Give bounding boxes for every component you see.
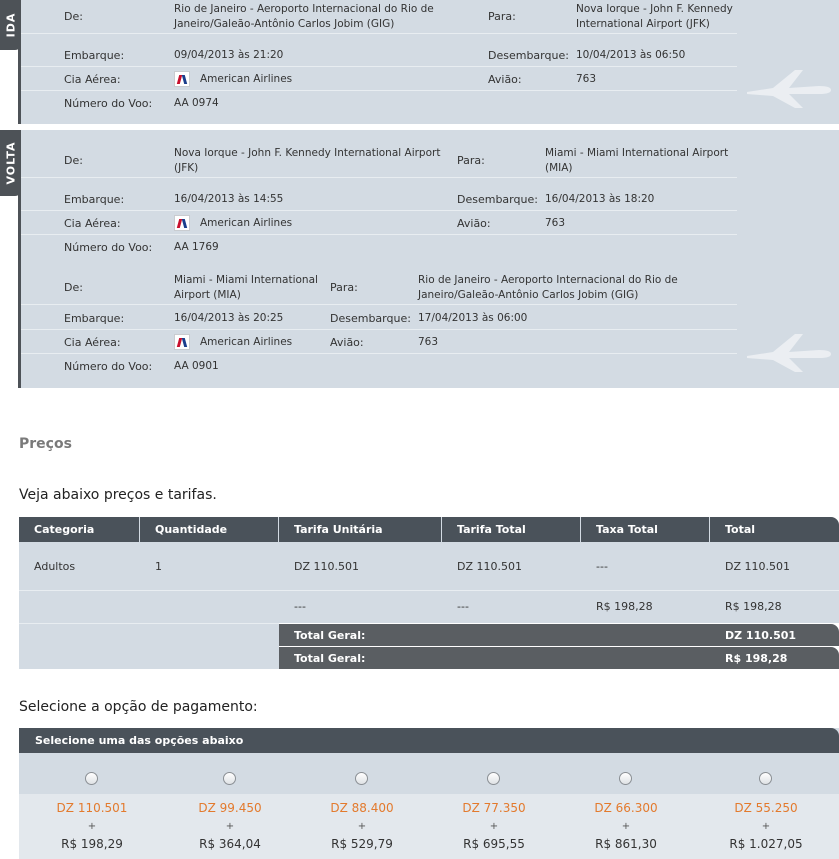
- volta-leg2-row-flight: [21, 355, 737, 378]
- payment-option-rs: R$ 529,79: [331, 837, 393, 851]
- volta-leg2-airline-value: American Airlines: [200, 335, 293, 348]
- volta-leg2-to-value: Rio de Janeiro - Aeroporto Internacional do Rio de Janeiro/Galeão-Antônio Carlos Jobim (GIG): [418, 273, 678, 301]
- col-header-categoria: Categoria: [19, 517, 140, 542]
- volta-leg1-aircraft-label: Avião:: [457, 216, 491, 230]
- ida-aircraft-label: Avião:: [488, 72, 522, 86]
- payment-option-radio[interactable]: [223, 772, 236, 785]
- volta-leg2-depart-value: 16/04/2013 às 20:25: [174, 311, 284, 324]
- volta-leg1-depart-label: Embarque:: [64, 192, 125, 206]
- payment-option-radio[interactable]: [355, 772, 368, 785]
- payment-options-header: Selecione uma das opções abaixo: [19, 728, 839, 753]
- cell-categoria: Adultos: [34, 559, 76, 573]
- volta-leg2-from-label: De:: [64, 281, 83, 294]
- volta-leg2-to-label: Para:: [330, 281, 358, 294]
- volta-leg1-airline-label: Cia Aérea:: [64, 216, 121, 230]
- prices-heading: Preços: [19, 436, 72, 452]
- ida-flight-label: Número do Voo:: [64, 97, 153, 110]
- volta-leg2-arrive-value: 17/04/2013 às 06:00: [418, 311, 528, 324]
- total-geral-label: Total Geral:: [294, 628, 366, 642]
- payment-options-panel: [19, 728, 839, 859]
- volta-leg2-aircraft-value: 763: [418, 335, 439, 348]
- payment-option-dz: DZ 55.250: [734, 801, 798, 815]
- volta-leg1-flight-value: AA 1769: [174, 241, 219, 253]
- ida-tab: [0, 0, 21, 50]
- total-geral-row-dz: [279, 624, 839, 646]
- payment-option-dz: DZ 77.350: [462, 801, 526, 815]
- payment-option-plus: +: [621, 821, 631, 832]
- cell-tarifa-total: ---: [457, 600, 469, 613]
- cell-tarifa-total: DZ 110.501: [457, 559, 522, 573]
- ida-row-times: [21, 44, 737, 67]
- ida-to-value: Nova Iorque - John F. Kennedy International Airport (JFK): [576, 2, 733, 30]
- ida-airline-value: American Airlines: [200, 72, 293, 85]
- volta-leg1-aircraft-value: 763: [545, 216, 566, 229]
- payment-option-plus: +: [489, 821, 499, 832]
- volta-leg1-row-route: [21, 144, 737, 178]
- volta-leg2-flight-label: Número do Voo:: [64, 360, 153, 373]
- payment-option-plus: +: [357, 821, 367, 832]
- payment-option-rs: R$ 1.027,05: [729, 837, 803, 851]
- volta-leg1-to-label: Para:: [457, 154, 485, 167]
- payment-option-dz: DZ 88.400: [330, 801, 394, 815]
- volta-leg2-arrive-label: Desembarque:: [330, 311, 411, 325]
- ida-airline-label: Cia Aérea:: [64, 72, 121, 86]
- volta-leg1-row-times: [21, 188, 737, 211]
- ida-to-label: Para:: [488, 10, 516, 23]
- cell-taxa-total: R$ 198,28: [596, 600, 653, 613]
- volta-leg2-flight-value: AA 0901: [174, 360, 219, 372]
- volta-leg2-depart-label: Embarque:: [64, 311, 125, 325]
- volta-leg1-arrive-label: Desembarque:: [457, 192, 538, 206]
- payment-option-rs: R$ 861,30: [595, 837, 657, 851]
- col-header-total: Total: [710, 517, 839, 542]
- total-geral-value: DZ 110.501: [725, 628, 797, 642]
- ida-aircraft-value: 763: [576, 72, 597, 85]
- american-airlines-logo-icon: [174, 71, 190, 87]
- prices-subtitle: Veja abaixo preços e tarifas.: [19, 487, 217, 503]
- total-geral-row-rs: [279, 647, 839, 669]
- volta-leg1-row-flight: [21, 236, 737, 259]
- payment-option-radio[interactable]: [759, 772, 772, 785]
- payment-option-radio[interactable]: [487, 772, 500, 785]
- col-header-taxa-total: Taxa Total: [581, 517, 710, 542]
- volta-leg2-row-route: [21, 271, 737, 305]
- ida-row-airline: [21, 68, 737, 91]
- payment-option-radio[interactable]: [619, 772, 632, 785]
- volta-leg1-from-label: De:: [64, 154, 83, 167]
- cell-total: DZ 110.501: [725, 559, 790, 573]
- ida-depart-label: Embarque:: [64, 48, 125, 62]
- american-airlines-logo-icon: [174, 215, 190, 231]
- volta-leg1-depart-value: 16/04/2013 às 14:55: [174, 192, 284, 205]
- ida-flight-panel: [21, 0, 839, 124]
- ida-from-value: Rio de Janeiro - Aeroporto Internacional do Rio de Janeiro/Galeão-Antônio Carlos Jobim (GIG): [174, 2, 434, 30]
- volta-leg2-row-times: [21, 307, 737, 330]
- payment-option-plus: +: [225, 821, 235, 832]
- volta-leg1-from-value: Nova Iorque - John F. Kennedy International Airport (JFK): [174, 146, 441, 174]
- volta-leg1-to-value: Miami - Miami International Airport (MIA): [545, 146, 729, 174]
- ida-arrive-label: Desembarque:: [488, 48, 569, 62]
- cell-tarifa-unitaria: DZ 110.501: [294, 559, 359, 573]
- plane-watermark-icon: [743, 330, 833, 374]
- total-geral-value: R$ 198,28: [725, 651, 788, 665]
- plane-watermark-icon: [743, 66, 833, 110]
- table-row-totals-spacer: [19, 623, 279, 669]
- payment-option-rs: R$ 198,29: [61, 837, 123, 851]
- total-geral-label: Total Geral:: [294, 651, 366, 665]
- cell-taxa-total: ---: [596, 559, 608, 573]
- volta-leg1-arrive-value: 16/04/2013 às 18:20: [545, 192, 655, 205]
- volta-leg2-row-airline: [21, 331, 737, 354]
- col-header-tarifa-unitaria: Tarifa Unitária: [279, 517, 442, 542]
- ida-tab-label: IDA: [4, 12, 17, 38]
- payment-option-radio[interactable]: [85, 772, 98, 785]
- cell-total: R$ 198,28: [725, 600, 782, 613]
- cell-tarifa-unitaria: ---: [294, 600, 306, 613]
- volta-leg2-airline-label: Cia Aérea:: [64, 335, 121, 349]
- american-airlines-logo-icon: [174, 334, 190, 350]
- payment-option-dz: DZ 66.300: [594, 801, 658, 815]
- payment-option-dz: DZ 99.450: [198, 801, 262, 815]
- payment-option-rs: R$ 695,55: [463, 837, 525, 851]
- col-header-quantidade: Quantidade: [140, 517, 279, 542]
- payment-option-plus: +: [761, 821, 771, 832]
- payment-title: Selecione a opção de pagamento:: [19, 699, 258, 715]
- volta-leg1-flight-label: Número do Voo:: [64, 241, 153, 254]
- volta-leg1-airline-value: American Airlines: [200, 216, 293, 229]
- ida-depart-value: 09/04/2013 às 21:20: [174, 48, 284, 61]
- ida-from-label: De:: [64, 10, 83, 23]
- volta-leg1-row-airline: [21, 212, 737, 235]
- volta-tab: [0, 130, 21, 196]
- ida-flight-value: AA 0974: [174, 97, 219, 109]
- volta-flight-panel: [21, 130, 839, 388]
- payment-option-rs: R$ 364,04: [199, 837, 261, 851]
- volta-leg2-aircraft-label: Avião:: [330, 335, 364, 349]
- volta-leg2-from-value: Miami - Miami International Airport (MIA): [174, 273, 318, 301]
- ida-row-flight: [21, 92, 737, 115]
- ida-arrive-value: 10/04/2013 às 06:50: [576, 48, 686, 61]
- payment-option-plus: +: [87, 821, 97, 832]
- col-header-tarifa-total: Tarifa Total: [442, 517, 581, 542]
- cell-quantidade: 1: [155, 559, 162, 573]
- volta-tab-label: VOLTA: [4, 141, 17, 185]
- ida-row-route: [21, 0, 737, 34]
- payment-option-dz: DZ 110.501: [56, 801, 128, 815]
